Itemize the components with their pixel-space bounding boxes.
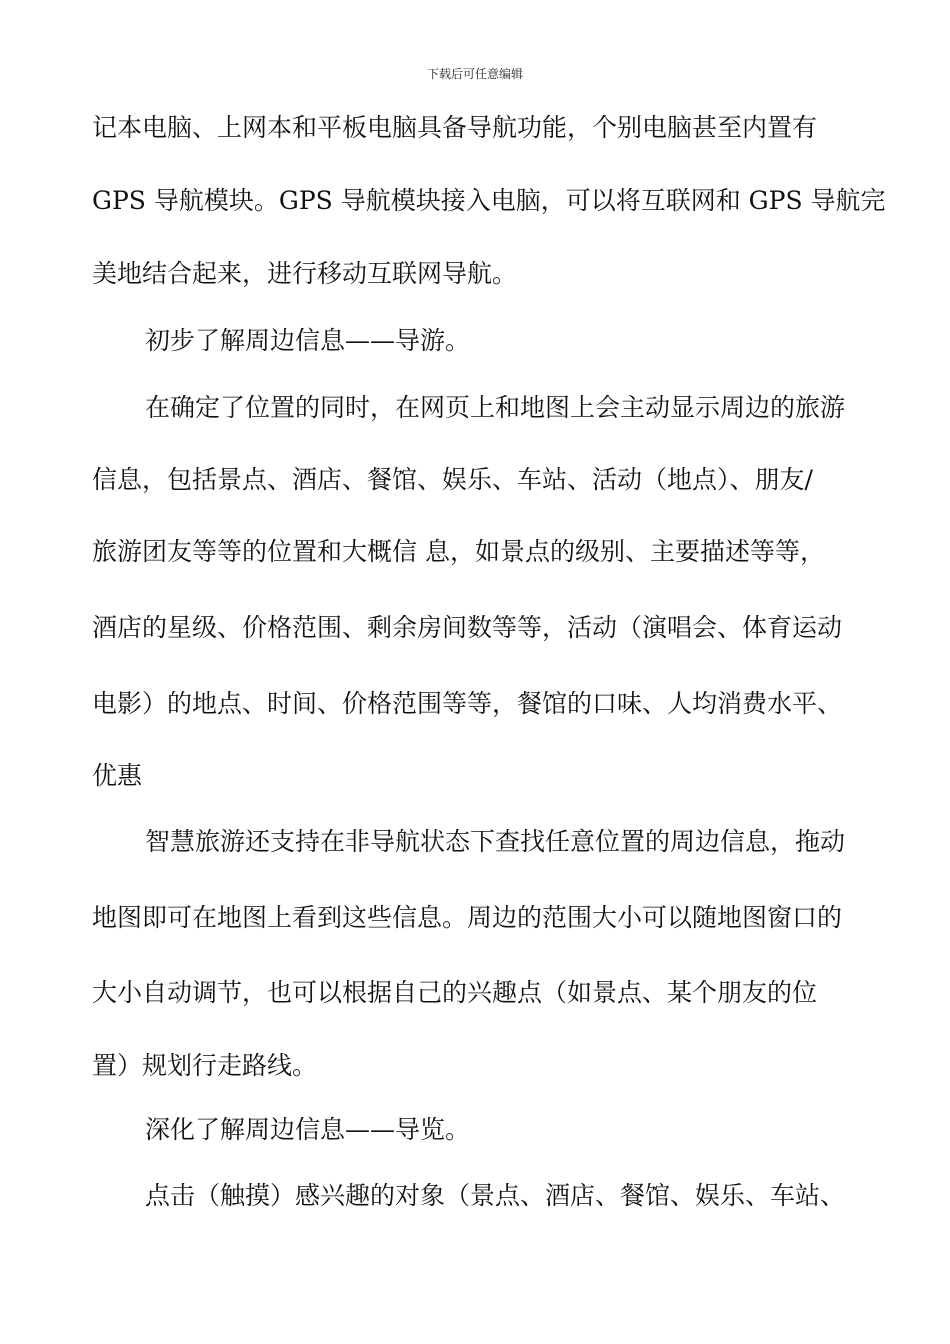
text-line: 电影）的地点、时间、价格范围等等，餐馆的口味、人均消费水平、 [92, 689, 843, 718]
page-header: 下载后可任意编辑 [426, 67, 523, 81]
text-line: 优惠 [92, 761, 143, 790]
text-line: 记本电脑、上网本和平板电脑具备导航功能，个别电脑甚至内置有 [92, 113, 818, 142]
text-line: 美地结合起来，进行移动互联网导航。 [92, 259, 518, 288]
text-line: 地图即可在地图上看到这些信息。周边的范围大小可以随地图窗口的 [92, 903, 843, 932]
text-line: 酒店的星级、价格范围、剩余房间数等等，活动（演唱会、体育运动 [92, 613, 843, 642]
text-line: 置）规划行走路线。 [92, 1051, 318, 1080]
text-line: GPS 导航模块。GPS 导航模块接入电脑，可以将互联网和 GPS 导航完 [92, 186, 886, 215]
section-heading: 深化了解周边信息——导览。 [145, 1115, 471, 1144]
text-line: 在确定了位置的同时，在网页上和地图上会主动显示周边的旅游 [145, 393, 846, 422]
text-line: 智慧旅游还支持在非导航状态下查找任意位置的周边信息，拖动 [145, 827, 846, 856]
text-line: 点击（触摸）感兴趣的对象（景点、酒店、餐馆、娱乐、车站、 [145, 1181, 846, 1210]
text-line: 信息，包括景点、酒店、餐馆、娱乐、车站、活动（地点）、朋友/ [92, 465, 813, 494]
text-line: 旅游团友等等的位置和大概信 息，如景点的级别、主要描述等等， [92, 537, 825, 566]
section-heading: 初步了解周边信息——导游。 [145, 326, 471, 355]
text-line: 大小自动调节，也可以根据自己的兴趣点（如景点、某个朋友的位 [92, 978, 818, 1007]
